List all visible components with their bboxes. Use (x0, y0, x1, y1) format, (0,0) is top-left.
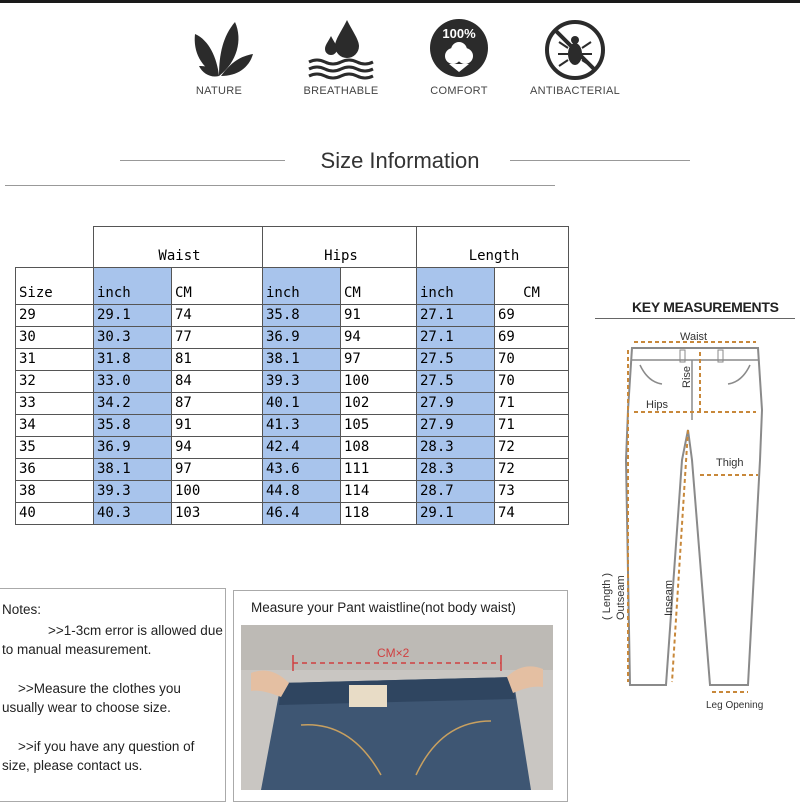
note-line: to manual measurement. (2, 642, 152, 657)
sub-header: inch (263, 268, 341, 305)
sub-header: CM (341, 268, 417, 305)
measurement-cell: 31.8 (94, 349, 172, 371)
table-row (16, 437, 569, 459)
sub-header: CM (495, 268, 569, 305)
size-cell: 32 (16, 371, 94, 393)
section-title: Size Information (320, 148, 480, 173)
measurement-cell: 40.3 (94, 503, 172, 525)
measurement-cell: 29.1 (94, 305, 172, 327)
measurement-cell: 39.3 (263, 371, 341, 393)
measurement-cell: 97 (341, 349, 417, 371)
measurement-cell: 100 (172, 481, 263, 503)
group-header: Waist (94, 227, 263, 268)
outseam-label: Outseam (615, 575, 627, 620)
sub-header: inch (94, 268, 172, 305)
measurement-cell: 40.1 (263, 393, 341, 415)
note-item (2, 679, 224, 717)
size-cell: 38 (16, 481, 94, 503)
measurement-cell: 34.2 (94, 393, 172, 415)
measurement-cell: 41.3 (263, 415, 341, 437)
leg-opening-label: Leg Opening (706, 700, 764, 711)
measurement-cell: 74 (495, 503, 569, 525)
table-row (16, 415, 569, 437)
hips-label: Hips (646, 399, 669, 411)
measurement-cell: 28.3 (417, 437, 495, 459)
measurement-cell: 102 (341, 393, 417, 415)
measurement-cell: 91 (172, 415, 263, 437)
measurement-cell: 38.1 (263, 349, 341, 371)
table-row (16, 349, 569, 371)
measurement-cell: 28.3 (417, 459, 495, 481)
sub-header: CM (172, 268, 263, 305)
rise-label: Rise (681, 365, 693, 388)
measurement-cell: 69 (495, 305, 569, 327)
measurement-cell: 30.3 (94, 327, 172, 349)
notes (2, 600, 224, 795)
feature-label: ANTIBACTERIAL (529, 85, 621, 97)
measurement-cell: 36.9 (94, 437, 172, 459)
measurement-cell: 74 (172, 305, 263, 327)
feature-label: BREATHABLE (303, 85, 379, 97)
no-bug-icon (535, 18, 615, 82)
size-cell: 40 (16, 503, 94, 525)
cotton-badge-icon (419, 18, 499, 82)
size-cell: 33 (16, 393, 94, 415)
key-measurements-title: KEY MEASUREMENTS (632, 299, 779, 315)
note-line: >>if you have any question of (18, 739, 195, 754)
table-row (16, 481, 569, 503)
measurement-cell: 27.5 (417, 371, 495, 393)
section-divider (5, 185, 555, 186)
corner-cell (16, 227, 94, 268)
feature-breathable (286, 18, 396, 97)
title-rule-left (120, 160, 285, 161)
measurement-cell: 27.9 (417, 393, 495, 415)
feature-label: NATURE (195, 85, 243, 97)
measurement-cell: 29.1 (417, 503, 495, 525)
group-header: Hips (263, 227, 417, 268)
measurement-cell: 77 (172, 327, 263, 349)
sub-header: inch (417, 268, 495, 305)
measurement-cell: 105 (341, 415, 417, 437)
measurement-cell: 35.8 (263, 305, 341, 327)
length-label: ( Length ) (601, 572, 613, 620)
measurement-cell: 103 (172, 503, 263, 525)
group-header: Length (417, 227, 569, 268)
size-cell: 36 (16, 459, 94, 481)
measurement-cell: 36.9 (263, 327, 341, 349)
measurement-cell: 94 (341, 327, 417, 349)
measurement-cell: 118 (341, 503, 417, 525)
waist-label: Waist (680, 331, 708, 343)
measurement-cell: 81 (172, 349, 263, 371)
note-line: >>Measure the clothes you (18, 681, 181, 696)
notes-title: Notes: (2, 602, 42, 617)
note-item (2, 737, 224, 775)
measurement-cell: 72 (495, 437, 569, 459)
measurement-cell: 70 (495, 349, 569, 371)
jeans-waist-photo (241, 625, 553, 790)
photo-dimension-label: CM×2 (377, 646, 410, 660)
measurement-cell: 27.1 (417, 327, 495, 349)
measurement-cell: 97 (172, 459, 263, 481)
measurement-cell: 91 (341, 305, 417, 327)
top-border (0, 0, 800, 3)
measurement-cell: 33.0 (94, 371, 172, 393)
measurement-cell: 71 (495, 415, 569, 437)
thigh-label: Thigh (716, 457, 744, 469)
measurement-cell: 42.4 (263, 437, 341, 459)
size-table (15, 226, 569, 525)
measurement-cell: 44.8 (263, 481, 341, 503)
measurement-cell: 73 (495, 481, 569, 503)
measurement-cell: 100 (341, 371, 417, 393)
table-row (16, 393, 569, 415)
measurement-cell: 46.4 (263, 503, 341, 525)
size-cell: 30 (16, 327, 94, 349)
measurement-cell: 114 (341, 481, 417, 503)
pocket-left (640, 365, 662, 384)
feature-comfort (404, 18, 514, 97)
leaves-icon (179, 18, 259, 82)
measurement-cell: 69 (495, 327, 569, 349)
table-row (16, 327, 569, 349)
km-rule (595, 318, 795, 319)
measurement-cell: 72 (495, 459, 569, 481)
table-row (16, 305, 569, 327)
measurement-cell: 108 (341, 437, 417, 459)
note-item (2, 621, 224, 659)
measurement-cell: 84 (172, 371, 263, 393)
pocket-right (728, 365, 750, 384)
size-cell: 34 (16, 415, 94, 437)
measurement-cell: 39.3 (94, 481, 172, 503)
size-cell: 35 (16, 437, 94, 459)
badge-text: 100% (442, 26, 476, 41)
note-line: usually wear to choose size. (2, 700, 171, 715)
table-row (16, 503, 569, 525)
feature-antibacterial (520, 18, 630, 97)
measure-panel-title: Measure your Pant waistline(not body waist) (251, 600, 516, 615)
measurement-cell: 71 (495, 393, 569, 415)
table-row (16, 371, 569, 393)
feature-label: COMFORT (430, 85, 488, 97)
note-line: size, please contact us. (2, 758, 143, 773)
pants-diagram (590, 320, 790, 720)
measurement-cell: 28.7 (417, 481, 495, 503)
size-cell: 29 (16, 305, 94, 327)
feature-nature (164, 18, 274, 97)
measurement-cell: 27.1 (417, 305, 495, 327)
measurement-cell: 43.6 (263, 459, 341, 481)
inseam-label: Inseam (663, 579, 675, 616)
measurement-cell: 111 (341, 459, 417, 481)
measurement-cell: 87 (172, 393, 263, 415)
size-rows (16, 305, 569, 525)
size-cell: 31 (16, 349, 94, 371)
table-row (16, 459, 569, 481)
note-line: >>1-3cm error is allowed due (48, 623, 223, 638)
water-drops-icon (301, 18, 381, 82)
measurement-cell: 94 (172, 437, 263, 459)
measurement-cell: 35.8 (94, 415, 172, 437)
measurement-cell: 27.5 (417, 349, 495, 371)
measurement-cell: 27.9 (417, 415, 495, 437)
measurement-cell: 38.1 (94, 459, 172, 481)
title-rule-right (510, 160, 690, 161)
measurement-cell: 70 (495, 371, 569, 393)
size-header: Size (16, 268, 94, 305)
